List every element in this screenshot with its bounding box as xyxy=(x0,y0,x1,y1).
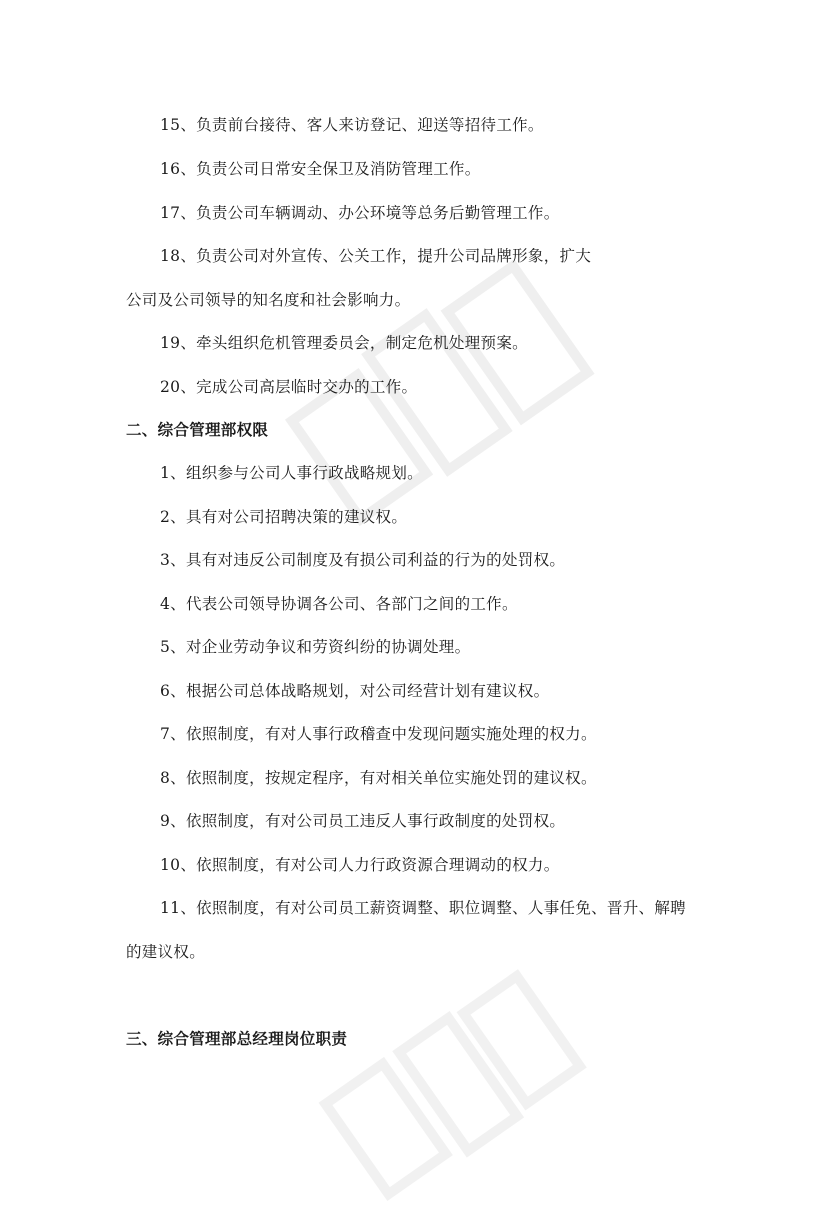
authority-item-10: 10、依照制度，有对公司人力行政资源合理调动的权力。 xyxy=(160,856,560,874)
authority-item-4: 4、代表公司领导协调各公司、各部门之间的工作。 xyxy=(160,595,518,613)
duty-item-19: 19、牵头组织危机管理委员会，制定危机处理预案。 xyxy=(160,334,528,352)
authority-item-11-cont: 的建议权。 xyxy=(126,943,206,961)
authority-item-1: 1、组织参与公司人事行政战略规划。 xyxy=(160,464,423,482)
watermark-logo-2 xyxy=(298,950,603,1230)
authority-item-2: 2、具有对公司招聘决策的建议权。 xyxy=(160,508,408,526)
section-heading-authority: 二、综合管理部权限 xyxy=(126,420,269,439)
duty-item-20: 20、完成公司高层临时交办的工作。 xyxy=(160,378,418,396)
duty-item-15: 15、负责前台接待、客人来访登记、迎送等招待工作。 xyxy=(160,116,544,134)
authority-item-8: 8、依照制度，按规定程序，有对相关单位实施处罚的建议权。 xyxy=(160,769,597,787)
authority-item-5: 5、对企业劳动争议和劳资纠纷的协调处理。 xyxy=(160,638,471,656)
section-heading-gm-duties: 三、综合管理部总经理岗位职责 xyxy=(126,1029,348,1048)
authority-item-9: 9、依照制度，有对公司员工违反人事行政制度的处罚权。 xyxy=(160,812,566,830)
authority-item-3: 3、具有对违反公司制度及有损公司利益的行为的处罚权。 xyxy=(160,551,566,569)
duty-item-17: 17、负责公司车辆调动、办公环境等总务后勤管理工作。 xyxy=(160,204,560,222)
duty-item-16: 16、负责公司日常安全保卫及消防管理工作。 xyxy=(160,160,481,178)
authority-item-7: 7、依照制度，有对人事行政稽查中发现问题实施处理的权力。 xyxy=(160,725,597,743)
authority-item-6: 6、根据公司总体战略规划，对公司经营计划有建议权。 xyxy=(160,682,550,700)
duty-item-18: 18、负责公司对外宣传、公关工作，提升公司品牌形象，扩大 xyxy=(160,247,592,265)
authority-item-11: 11、依照制度，有对公司员工薪资调整、职位调整、人事任免、晋升、解聘 xyxy=(160,899,686,917)
duty-item-18-cont: 公司及公司领导的知名度和社会影响力。 xyxy=(126,291,411,309)
